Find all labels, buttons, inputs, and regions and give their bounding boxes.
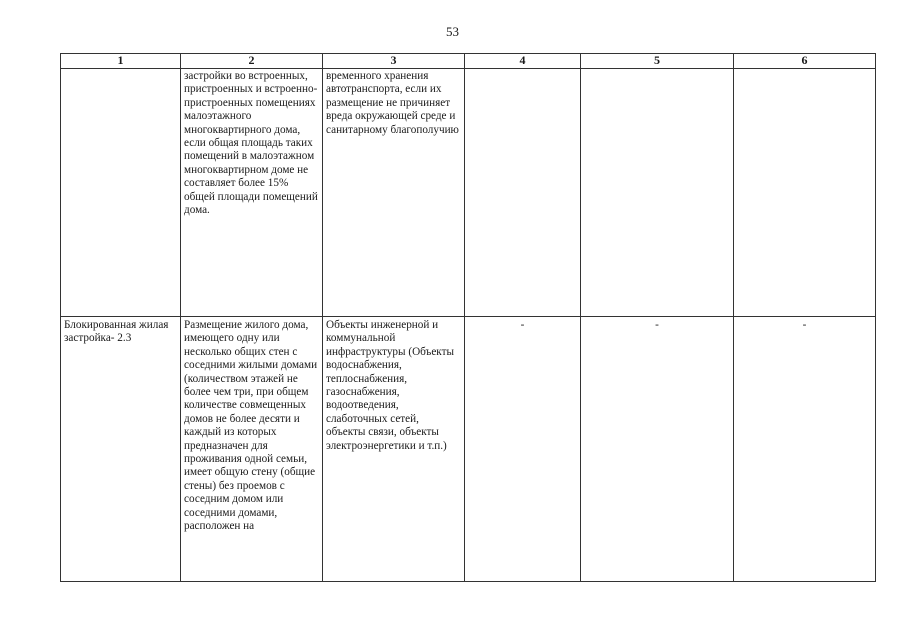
column-header-3: 3 — [323, 54, 465, 69]
table-cell — [61, 317, 181, 582]
table-cell — [465, 69, 581, 317]
column-header-6: 6 — [734, 54, 876, 69]
zoning-table — [60, 53, 876, 582]
column-header-5: 5 — [581, 54, 734, 69]
column-header-2: 2 — [181, 54, 323, 69]
table-cell — [734, 317, 876, 582]
table-cell — [465, 317, 581, 582]
table-header-row — [61, 54, 876, 69]
page-number: 53 — [446, 24, 459, 39]
table-cell — [61, 69, 181, 317]
table-row — [61, 317, 876, 582]
permitted-objects: Объекты инженерной и коммунальной инфраструктуры (Объекты водоснабжения, теплоснабжения, газоснабжения, водоотведения, слаботочных сетей, объекты связи, объекты электроэнергетики и т.п.) — [326, 319, 455, 452]
column-header-4: 4 — [465, 54, 581, 69]
column-header-1: 1 — [61, 54, 181, 69]
table-cell — [323, 69, 465, 317]
cell-text: - — [520, 319, 525, 331]
table-cell — [581, 317, 734, 582]
cell-text: временного хранения автотранспорта, если их размещение не причиняет вреда окружающей среде и санитарному благополучию — [326, 70, 459, 136]
zone-description: Размещение жилого дома, имеющего одну или несколько общих стен с соседними жилыми домами (количеством этажей не более чем три, при общем количестве совмещенных домов не более десяти и каждый из которых предназначен для проживания одной семьи, имеет общую стену (общие стены) без проемов с соседним домом или соседними домами, расположен на — [184, 319, 318, 533]
table-cell — [181, 69, 323, 317]
table-cell — [323, 317, 465, 582]
table-cell — [581, 69, 734, 317]
table-cell — [181, 317, 323, 582]
cell-text: - — [802, 319, 807, 331]
table-cell — [734, 69, 876, 317]
table-row — [61, 69, 876, 317]
zone-name: Блокированная жилая застройка- 2.3 — [64, 319, 169, 345]
cell-text: - — [655, 319, 659, 331]
cell-text: застройки во встроенных, пристроенных и встроенно-пристроенных помещениях малоэтажного многоквартирного дома, если общая площадь таких помещений в малоэтажном многоквартирном доме не составляет более 15% общей площади помещений дома. — [184, 70, 318, 217]
